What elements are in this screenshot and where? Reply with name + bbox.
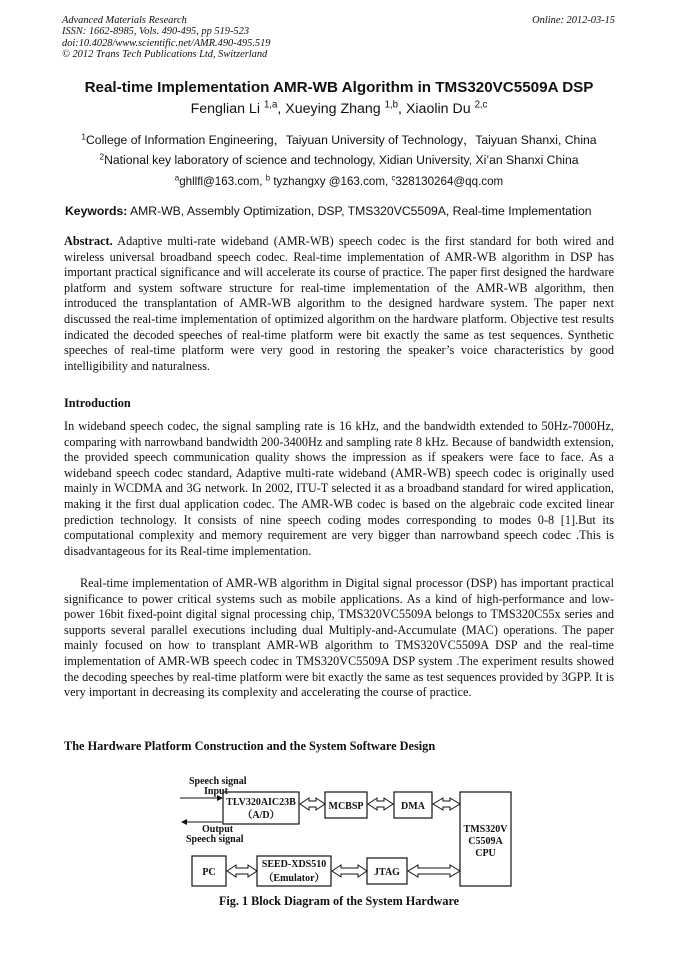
pc-label: PC (202, 867, 216, 878)
affiliation-text: College of Information Engineering，Taiyuan University of Technology，Taiyuan Shanxi, China (86, 133, 597, 147)
email-mark: b (265, 173, 271, 183)
dma-cpu-connector (433, 798, 460, 810)
codec-mcbsp-connector (300, 798, 325, 810)
emulator-label: SEED-XDS510 (261, 859, 327, 870)
pc-emulator-connector (227, 865, 257, 877)
journal-name: Advanced Materials Research (62, 15, 187, 26)
emulator-sublabel: （Emulator） (263, 873, 325, 884)
keywords-text: AMR-WB, Assembly Optimization, DSP, TMS320VC5509A, Real-time Implementation (127, 204, 592, 218)
cpu-label-line3: CPU (475, 848, 496, 859)
email-address: tyzhangxy @163.com, (270, 175, 392, 188)
affiliation-mark: 1 (81, 131, 86, 142)
author-affiliation-mark: 2,c (474, 99, 488, 111)
codec-sublabel: （A/D） (242, 810, 280, 821)
author-name: Xueying Zhang (285, 101, 381, 117)
jtag-label: JTAG (374, 867, 400, 878)
jtag-cpu-connector (408, 865, 460, 877)
mcbsp-dma-connector (368, 798, 393, 810)
affiliation-text: National key laboratory of science and technology, Xidian University, Xi’an Shanxi China (104, 153, 579, 167)
mcbsp-label: MCBSP (328, 801, 364, 812)
section-heading-introduction: Introduction (64, 396, 131, 410)
copyright-line: © 2012 Trans Tech Publications Ltd, Switzerland (62, 49, 268, 61)
author-affiliation-mark: 1,b (384, 99, 399, 111)
emulator-jtag-connector (332, 865, 367, 877)
email-address: ghllfl@163.com, (179, 175, 266, 188)
cpu-label-line1: TMS320V (463, 824, 508, 835)
author-name: Xiaolin Du (405, 101, 471, 117)
abstract-text: Adaptive multi-rate wideband (AMR-WB) speech codec is the first standard for both wired and wireless universal broadband speech codec. Real-time implementation of AMR-WB algorithm in DSP has important practical significance and will accelerate its course of practice. The paper first designed the hardware platform and system software structure for real-time implementation of the AMR-WB algorithm, then introduced the transplantation of AMR-WB algorithm to the designed hardware system. The paper next discussed the real-time implementation of optimized algorithm on the hardware platform. Objective test results indicated the decoded speeches of real-time platform were bit exactly the same as test sequences. Synthetic speeches of real-time platform were very good in restoring the speaker’s voice characteristics by good intelligibility and naturalness. (64, 234, 614, 373)
author-name: Fenglian Li (190, 101, 260, 117)
dma-label: DMA (401, 801, 425, 812)
abstract-label: Abstract. (64, 234, 113, 248)
input-label-line2: Input (204, 786, 228, 797)
keywords-label: Keywords: (65, 204, 128, 218)
author-list: Fenglian Li $^{1,a}$, Xueying Zhang $^{1,b}$, Xiaolin Du $^{2,c}$ (190, 99, 488, 117)
introduction-paragraph-1: In wideband speech codec, the signal sampling rate is 16 kHz, and the bandwidth extended to 50Hz-7000Hz, comparing with narrowband bandwidth 200-3400Hz and sampling rate 8 kHz. Because of bandwidth extension, the provided speech communication quality shows the impression as if speakers were face to face. As a wideband speech codec standard, Adaptive multi-rate wideband (AMR-WB) speech codec is originally used mainly in WCDMA and 3G network. In 2002, ITU-T selected it as a broadband standard for wired application, making it the first dual application codec. The AMR-WB codec is based on the algebraic code excited linear prediction technology. It consists of nine speech coding modes corresponding to modes 0-8 [1].But its computational complexity and memory requirement are very bigger than narrowband speech codec .This is disadvantageous for its Real-time implementation. (64, 419, 614, 558)
output-label-line2: Speech signal (186, 834, 244, 845)
affiliation-mark: 2 (99, 151, 105, 162)
doi-line: doi:10.4028/www.scientific.net/AMR.490-495.519 (62, 37, 271, 49)
issn-line: ISSN: 1662-8985, Vols. 490-495, pp 519-523 (62, 26, 250, 38)
introduction-paragraph-2: Real-time implementation of AMR-WB algorithm in Digital signal processor (DSP) has important practical significance to power critical systems such as mobile applications. As a kind of high-performance and low-power 16bit fixed-point digital signal processing chip, TMS320VC5509A belongs to TMS320C55x series and supports several parallel executions including dual Multiply-and-Accumulate (MAC) operations. The paper mainly focused on how to transplant AMR-WB algorithm to TMS320VC5509A DSP and the real-time implementation of AMR-WB speech codec in TMS320VC5509A DSP system .The experiment results showed the decoding speeches by real-time platform were bit exactly the same as test sequences provided by 3GPP. It is very important in decreasing its complexity and accelerating the course of practice. (64, 576, 614, 700)
codec-label: TLV320AIC23B (226, 797, 296, 808)
cpu-label-line2: C5509A (468, 836, 503, 847)
email-mark: a (174, 173, 180, 183)
author-affiliation-mark: 1,a (263, 99, 278, 111)
online-date: Online: 2012-03-15 (532, 15, 615, 26)
paper-title: Real-time Implementation AMR-WB Algorithm in TMS320VC5509A DSP (84, 79, 594, 96)
figure-caption: Fig. 1 Block Diagram of the System Hardware (218, 894, 460, 908)
email-address: 328130264@qq.com (395, 175, 504, 188)
input-label-line1: Speech signal (189, 776, 247, 787)
section-heading-hardware: The Hardware Platform Construction and the System Software Design (64, 739, 436, 753)
email-mark: c (391, 173, 396, 183)
output-label-line1: Output (202, 824, 234, 835)
